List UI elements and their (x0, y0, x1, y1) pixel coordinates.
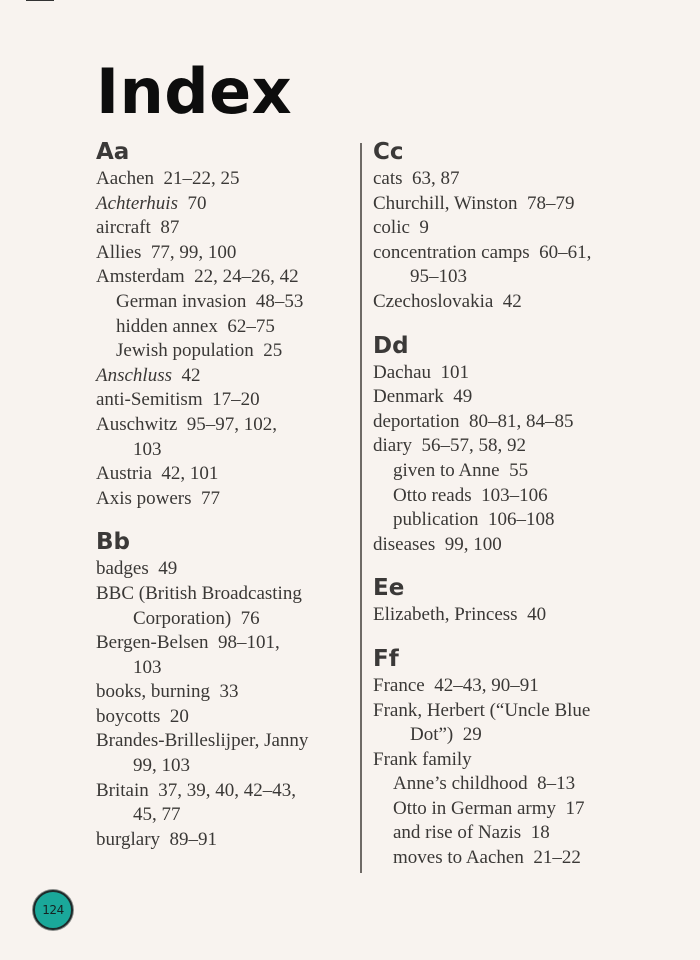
page-title: Index (96, 55, 293, 128)
index-entry: Austria 42, 101 (96, 463, 219, 485)
index-entry: Czechoslovakia 42 (373, 290, 522, 312)
index-subentry: given to Anne 55 (393, 459, 529, 481)
index-entry: aircraft 87 (96, 217, 180, 239)
index-entry-continuation: 99, 103 (133, 755, 190, 777)
index-entry: Britain 37, 39, 40, 42–43, (96, 779, 297, 801)
index-entry: Dachau 101 (373, 361, 470, 383)
index-section (373, 573, 663, 628)
index-entry-continuation: 95–103 (410, 266, 467, 288)
index-entry: Frank, Herbert (“Uncle Blue (373, 699, 591, 721)
page-number: 124 (42, 903, 64, 917)
index-entry (96, 192, 346, 217)
corner-crop-mark (26, 0, 54, 1)
section-letter-heading: Aa (96, 139, 130, 165)
section-letter-heading: Ee (373, 575, 405, 602)
index-section (96, 527, 346, 852)
index-term: Achterhuis (96, 192, 178, 214)
column-divider (360, 143, 362, 873)
index-entry: anti-Semitism 17–20 (96, 389, 260, 411)
index-entry: BBC (British Broadcasting (96, 582, 302, 604)
index-section (373, 137, 663, 315)
index-entry: books, burning 33 (96, 681, 239, 703)
index-entry: Auschwitz 95–97, 102, (96, 413, 278, 435)
index-subentry: Jewish population 25 (116, 340, 283, 362)
index-entry: France 42–43, 90–91 (373, 674, 539, 696)
index-subentry: Otto in German army 17 (393, 797, 585, 819)
index-entry: deportation 80–81, 84–85 (373, 410, 574, 432)
index-subentry: Anne’s childhood 8–13 (393, 773, 576, 795)
section-letter-heading: Dd (373, 332, 409, 359)
index-term: Anschluss (96, 364, 172, 386)
index-subentry: publication 106–108 (393, 509, 555, 531)
index-entry: Frank family (373, 748, 472, 770)
index-entry: boycotts 20 (96, 705, 189, 727)
index-entry: Aachen 21–22, 25 (96, 168, 240, 189)
index-entry-continuation: Dot”) 29 (410, 724, 482, 746)
index-section (96, 137, 346, 511)
index-subentry: and rise of Nazis 18 (393, 822, 550, 844)
index-entry: Brandes-Brilleslijper, Janny (96, 730, 309, 752)
index-entry-continuation: 45, 77 (133, 804, 181, 826)
index-entry: burglary 89–91 (96, 828, 218, 850)
index-entry: cats 63, 87 (373, 168, 460, 189)
index-entry-continuation: 103 (133, 438, 162, 460)
section-letter-heading: Ff (373, 645, 399, 672)
index-entry: Allies 77, 99, 100 (96, 241, 237, 263)
index-entry: Bergen-Belsen 98–101, (96, 632, 280, 654)
index-entry: Amsterdam 22, 24–26, 42 (96, 266, 299, 288)
index-entry (96, 364, 346, 389)
section-letter-heading: Cc (373, 139, 404, 165)
index-subentry: Otto reads 103–106 (393, 484, 548, 506)
index-entry: Axis powers 77 (96, 487, 221, 509)
index-entry-continuation: Corporation) 76 (133, 607, 260, 629)
index-entry: diseases 99, 100 (373, 533, 502, 555)
index-pages: 42 (172, 364, 201, 386)
index-entry: diary 56–57, 58, 92 (373, 435, 527, 457)
index-subentry: hidden annex 62–75 (116, 315, 275, 337)
index-entry: Elizabeth, Princess 40 (373, 604, 547, 626)
page-number-badge (33, 890, 73, 930)
index-entry: Denmark 49 (373, 386, 473, 408)
index-section (373, 331, 663, 558)
index-entry-continuation: 103 (133, 656, 162, 678)
index-entry: colic 9 (373, 217, 429, 239)
section-letter-heading: Bb (96, 529, 130, 556)
index-pages: 70 (177, 192, 207, 214)
index-entry: badges 49 (96, 558, 178, 580)
index-entry: concentration camps 60–61, (373, 241, 592, 263)
index-column-right (373, 137, 663, 887)
index-column-left (96, 137, 346, 868)
index-entry: Churchill, Winston 78–79 (373, 192, 575, 214)
index-subentry: moves to Aachen 21–22 (393, 847, 581, 869)
index-section (373, 644, 663, 871)
index-subentry: German invasion 48–53 (116, 290, 304, 312)
